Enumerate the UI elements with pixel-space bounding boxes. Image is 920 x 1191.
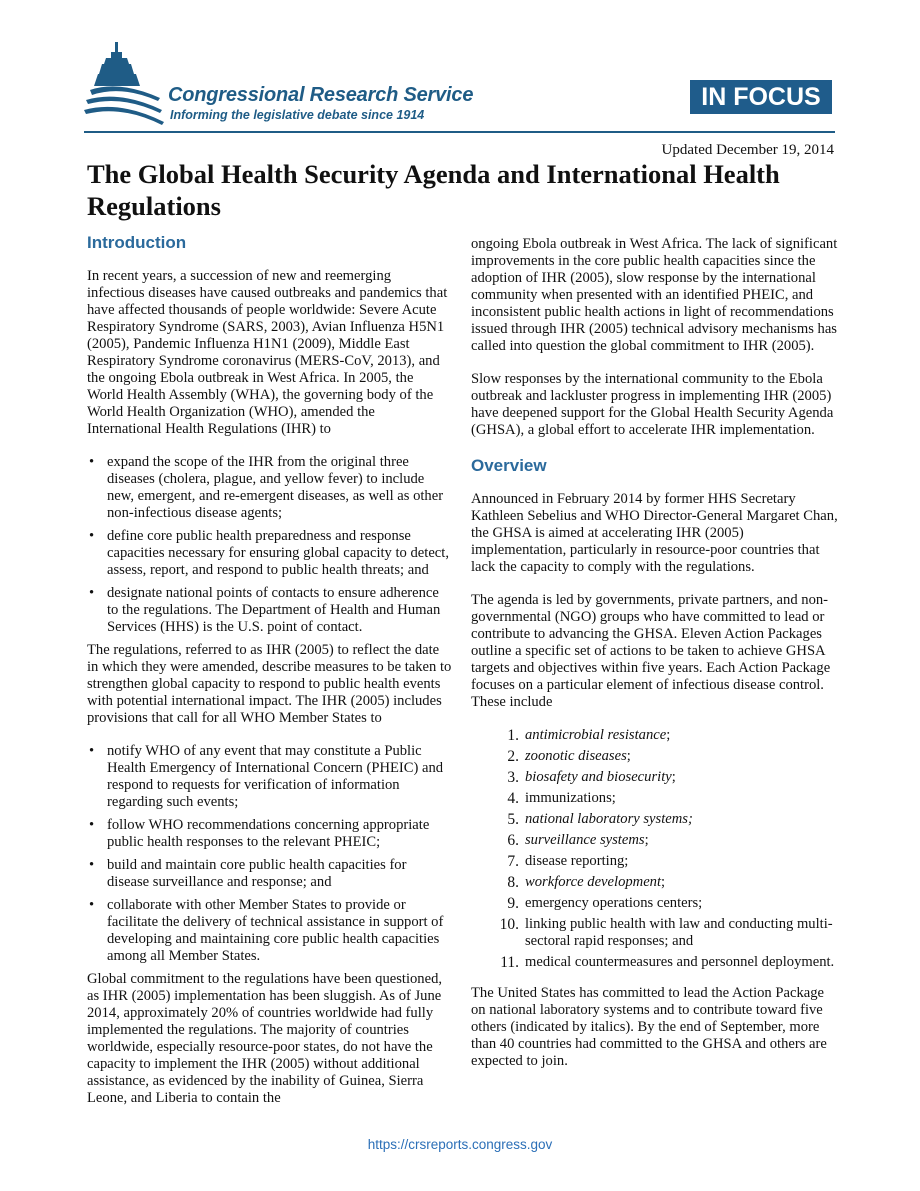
bullet-icon: • — [89, 857, 95, 873]
action-package-item — [495, 790, 839, 807]
action-package-text: national laboratory systems; — [525, 811, 693, 827]
action-package-item — [495, 748, 839, 765]
bullet-icon: • — [89, 817, 95, 833]
list-number: 11. — [500, 954, 519, 971]
action-package-text: linking public health with law and conducting multi-sectoral rapid responses; and — [525, 916, 833, 949]
intro-paragraph-3: Global commitment to the regulations have been questioned, as IHR (2005) implementation has been sluggish. As of June 2014, approximately 20% of countries worldwide had fully implemented the regulations. The majority of countries worldwide, especially resource-poor states, do not have the capacity to implement the IHR (2005) without additional assistance, as evidenced by the inability of Guinea, Sierra Leone, and Liberia to contain the — [87, 971, 443, 1106]
list-item — [87, 528, 452, 579]
intro-paragraph-2: The regulations, referred to as IHR (2005) to reflect the date in which they were amended, describe measures to be taken to strengthen global capacity to respond to public health events with potential international impact. The IHR (2005) includes provisions that call for all WHO Member States to — [87, 642, 452, 726]
list-item-text: define core public health preparedness and response capacities necessary for ensuring global capacity to detect, assess, report, and respond to public health threats; and — [107, 528, 449, 578]
section-heading-overview: Overview — [471, 456, 547, 475]
in-focus-badge: IN FOCUS — [690, 80, 832, 114]
action-package-item — [495, 811, 839, 828]
list-item — [87, 897, 452, 965]
right-column — [471, 236, 839, 1086]
bullet-icon: • — [89, 528, 95, 544]
action-package-text: disease reporting; — [525, 853, 629, 869]
list-number: 9. — [507, 895, 519, 912]
bullet-icon: • — [89, 454, 95, 470]
overview-paragraph-2: The agenda is led by governments, private partners, and non-governmental (NGO) groups who have committed to lead or contribute to advancing the GHSA. Eleven Action Packages outline a specific set of actions to be taken to achieve GHSA targets and objectives within five years. Each Action Package focuses on a particular element of infectious disease control. These include — [471, 592, 831, 710]
capitol-dome-logo — [84, 40, 164, 130]
list-item — [87, 454, 452, 522]
member-state-provisions-list — [87, 743, 452, 965]
footer-url[interactable]: https://crsreports.congress.gov — [367, 1137, 553, 1152]
list-item-text: designate national points of contacts to ensure adherence to the regulations. The Department of Health and Human Services (HHS) is the U.S. point of contact. — [107, 585, 441, 635]
list-item — [87, 743, 452, 811]
list-number: 8. — [507, 874, 519, 891]
list-item — [87, 585, 452, 636]
list-item-text: follow WHO recommendations concerning appropriate public health responses to the relevant PHEIC; — [107, 817, 430, 850]
list-item-text: notify WHO of any event that may constitute a Public Health Emergency of International Concern (PHEIC) and respond to requests for verification of information regarding such events; — [107, 743, 444, 810]
list-item — [87, 817, 452, 851]
updated-date: Updated December 19, 2014 — [661, 142, 834, 158]
action-package-suffix: ; — [661, 874, 666, 890]
action-packages-list — [471, 727, 839, 971]
org-tagline: Informing the legislative debate since 1914 — [170, 108, 425, 122]
list-number: 4. — [507, 790, 519, 807]
action-package-item — [495, 727, 839, 744]
action-package-text: biosafety and biosecurity — [525, 769, 672, 785]
action-package-text: zoonotic diseases — [525, 748, 627, 764]
action-package-text: medical countermeasures and personnel deployment. — [525, 954, 835, 970]
action-package-text: surveillance systems — [525, 832, 645, 848]
list-number: 5. — [507, 811, 519, 828]
action-package-item — [495, 874, 839, 891]
list-item-text: expand the scope of the IHR from the original three diseases (cholera, plague, and yellow fever) to include new, emergent, and re-emergent diseases, as well as other non-infectious disease agents; — [107, 454, 444, 521]
action-package-item — [495, 853, 839, 870]
action-package-suffix: ; — [671, 769, 676, 785]
action-package-text: antimicrobial resistance — [525, 727, 667, 743]
overview-paragraph-3: The United States has committed to lead the Action Package on national laboratory systems and to contribute toward five others (indicated by italics). By the end of September, more than 40 countries had committed to the GHSA and others are expected to join. — [471, 985, 827, 1069]
list-number: 1. — [507, 727, 519, 744]
page-title: The Global Health Security Agenda and International Health Regulations — [87, 159, 780, 221]
header-rule — [84, 131, 835, 133]
org-name: Congressional Research Service — [168, 84, 474, 106]
action-package-text: emergency operations centers; — [525, 895, 703, 911]
action-package-item — [495, 769, 839, 786]
list-item-text: collaborate with other Member States to provide or facilitate the delivery of technical assistance in support of developing and maintaining core public health capacities among all Member States. — [107, 897, 444, 964]
bullet-icon: • — [89, 585, 95, 601]
action-package-text: workforce development — [525, 874, 662, 890]
action-package-suffix: ; — [644, 832, 649, 848]
list-number: 2. — [507, 748, 519, 765]
list-number: 3. — [507, 769, 519, 786]
list-item — [87, 857, 452, 891]
action-package-text: immunizations; — [525, 790, 616, 806]
intro-paragraph-1: In recent years, a succession of new and reemerging infectious diseases have caused outbreaks and pandemics that have affected thousands of people worldwide: Severe Acute Respiratory Syndrome (SARS, 2003), Avian Influenza H5N1 (2005), Pandemic Influenza H1N1 (2009), Middle East Respiratory Syndrome coronavirus (MERS-CoV, 2013), and the ongoing Ebola outbreak in West Africa. In 2005, the World Health Assembly (WHA), the governing body of the World Health Organization (WHO), amended the International Health Regulations (IHR) to — [87, 268, 448, 437]
list-item-text: build and maintain core public health capacities for disease surveillance and response; and — [107, 857, 407, 890]
list-number: 6. — [507, 832, 519, 849]
bullet-icon: • — [89, 897, 95, 913]
action-package-suffix: ; — [626, 748, 631, 764]
action-package-item — [495, 916, 839, 950]
list-number: 10. — [499, 916, 519, 933]
ihr-amendment-list — [87, 454, 452, 636]
left-column — [87, 232, 452, 1123]
action-package-item — [495, 954, 839, 971]
intro-paragraph-3-continued: ongoing Ebola outbreak in West Africa. The lack of significant improvements in the core public health capacities since the adoption of IHR (2005), slow response by the international community when presented with an identified PHEIC, and inconsistent public health actions in light of recommendations issued through IHR (2005) technical advisory mechanisms has called into question the global commitment to IHR (2005). — [471, 236, 838, 354]
action-package-item — [495, 895, 839, 912]
action-package-item — [495, 832, 839, 849]
bullet-icon: • — [89, 743, 95, 759]
list-number: 7. — [507, 853, 519, 870]
action-package-suffix: ; — [666, 727, 671, 743]
intro-paragraph-4: Slow responses by the international community to the Ebola outbreak and lackluster progress in implementing IHR (2005) have deepened support for the Global Health Security Agenda (GHSA), a global effort to accelerate IHR implementation. — [471, 371, 834, 438]
overview-paragraph-1: Announced in February 2014 by former HHS Secretary Kathleen Sebelius and WHO Director-General Margaret Chan, the GHSA is aimed at accelerating IHR (2005) implementation, particularly in resource-poor countries that lack the capacity to comply with the regulations. — [471, 491, 838, 575]
section-heading-introduction: Introduction — [87, 233, 187, 252]
